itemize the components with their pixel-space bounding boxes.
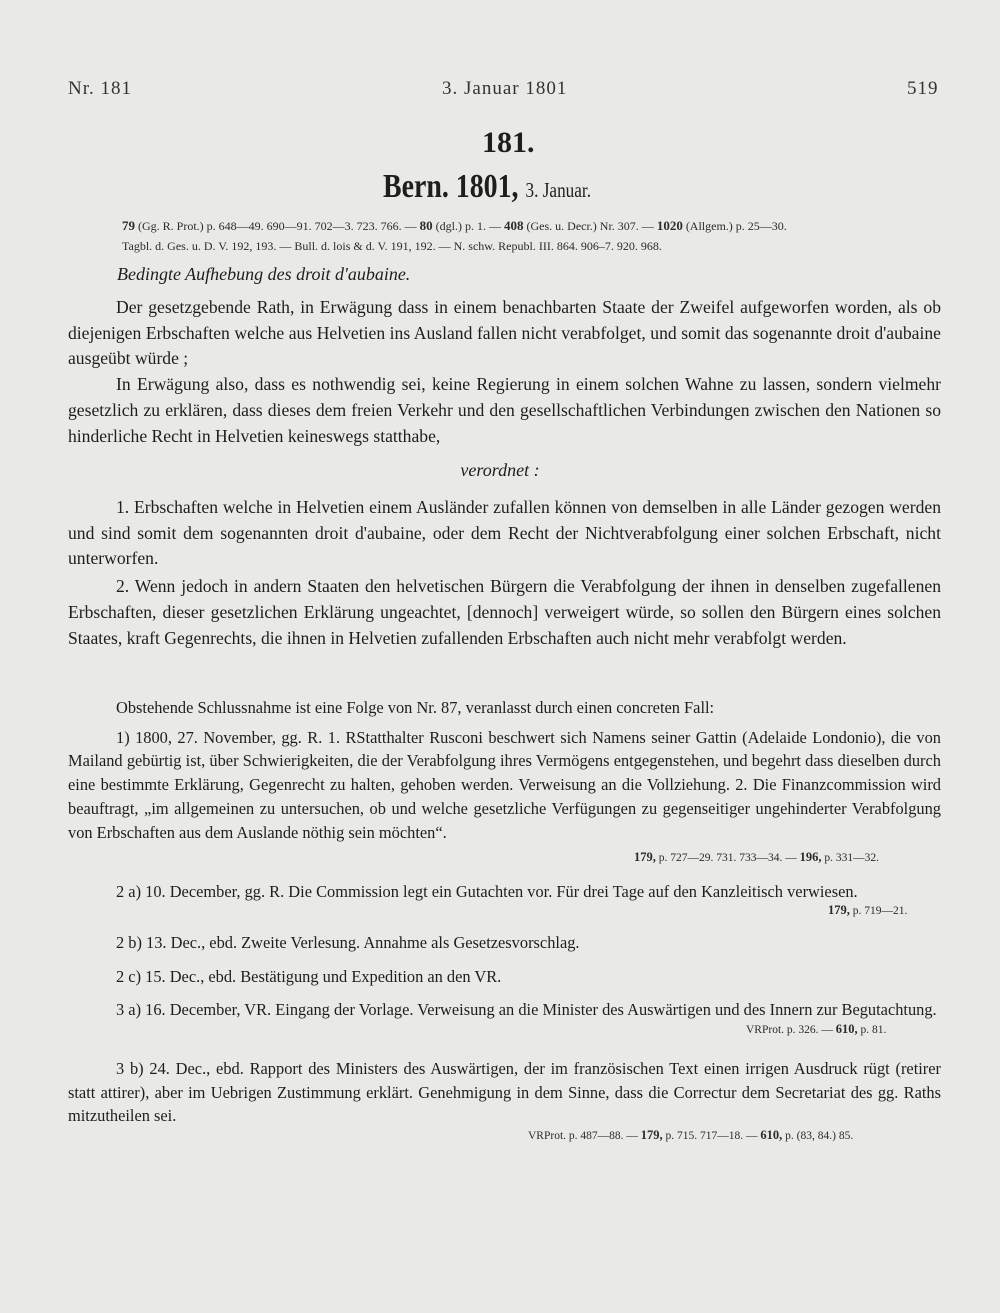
ref-text: p. 715. 717—18. — bbox=[665, 1130, 758, 1142]
ref-number: 610, bbox=[835, 1022, 858, 1036]
note-intro: Obstehende Schlussnahme ist eine Folge von Nr. 87, veranlasst durch einen concreten Fall: bbox=[116, 698, 715, 717]
source-ref-text: (Gg. R. Prot.) p. 648—49. 690—91. 702—3. 723. 766. — bbox=[138, 219, 417, 233]
source-references-line-2: Tagbl. d. Ges. u. D. V. 192, 193. — Bull. d. lois & d. V. 191, 192. — N. schw. Republ. III. 864. 906–7. 920. 968. bbox=[122, 239, 662, 253]
title-date: 3. Januar. bbox=[525, 178, 592, 202]
note-3a: 3 a) 16. December, VR. Eingang der Vorlage. Verweisung an die Minister des Auswärtigen und des Innern zur Begutachtung. bbox=[116, 1000, 937, 1019]
note-2c-block bbox=[68, 965, 941, 989]
source-ref-number: 408 bbox=[504, 218, 524, 233]
source-ref-number: 1020 bbox=[656, 218, 683, 233]
ref-text: VRProt. p. 326. — bbox=[746, 1024, 833, 1036]
preamble-paragraph: Der gesetzgebende Rath, in Erwägung dass in einem benachbarten Staate der Zweifel aufgeworfen worden, als ob diejenigen Erbschaften welche aus Helvetien ins Ausland fallen nicht verabfolget, und somit das sogenannte droit d'aubaine ausgeübt würde ; bbox=[68, 297, 941, 369]
note-3b: 3 b) 24. Dec., ebd. Rapport des Ministers des Auswärtigen, der im französischen Text einen irrigen Ausdruck rügt (retirer statt attirer), aber im Uebrigen Zustimmung erklärt. Genehmigung in dem Sinne, dass die Correctur dem Secretariat des gg. Raths mitzutheilen sei. bbox=[68, 1059, 941, 1126]
ref-text: p. 719—21. bbox=[852, 905, 908, 917]
ref-text: VRProt. p. 487—88. — bbox=[528, 1130, 638, 1142]
source-ref-text: (dgl.) p. 1. — bbox=[435, 219, 501, 233]
ref-text: p. 331—32. bbox=[824, 852, 879, 864]
note-3b-reference bbox=[528, 1128, 853, 1143]
note-2a-block bbox=[68, 880, 941, 904]
editorial-notes bbox=[68, 696, 941, 844]
note-3a-reference bbox=[746, 1022, 886, 1037]
decree-preamble bbox=[68, 295, 941, 449]
note-2a: 2 a) 10. December, gg. R. Die Commission legt ein Gutachten vor. Für drei Tage auf den Kanzleitisch verwiesen. bbox=[116, 882, 858, 901]
source-references-line-1 bbox=[122, 218, 787, 234]
ref-text: p. (83, 84.) 85. bbox=[785, 1130, 854, 1142]
source-ref-number: 79 bbox=[122, 218, 135, 233]
note-3b-block bbox=[68, 1057, 941, 1128]
ref-text: p. 727—29. 731. 733—34. — bbox=[658, 852, 797, 864]
page-number: 519 bbox=[907, 78, 939, 99]
note-1-reference bbox=[634, 850, 879, 865]
document-title bbox=[383, 168, 591, 206]
note-2b: 2 b) 13. Dec., ebd. Zweite Verlesung. Annahme als Gesetzesvorschlag. bbox=[116, 933, 580, 952]
ref-number: 179, bbox=[828, 903, 850, 917]
note-2a-reference bbox=[828, 903, 907, 918]
preamble-paragraph: In Erwägung also, dass es nothwendig sei, keine Regierung in einem solchen Wahne zu lassen, sondern vielmehr gesetzlich zu erklären, dass dieses dem freien Verkehr und den gesellschaftlichen Verbindungen zwischen den Nationen so hinderliche Recht in Helvetien keineswegs statthabe, bbox=[68, 374, 941, 446]
verordnet-heading: verordnet : bbox=[460, 460, 540, 480]
article-1: 1. Erbschaften welche in Helvetien einem Ausländer zufallen können von demselben in alle Länder gezogen werden und sind somit dem sogenannten droit d'aubaine, oder dem Recht der Nichtverabfolgung einer solchen Erbschaft, nicht unterworfen. bbox=[68, 497, 941, 569]
ref-text: p. 81. bbox=[860, 1024, 887, 1036]
note-2c: 2 c) 15. Dec., ebd. Bestätigung und Expedition an den VR. bbox=[116, 967, 502, 986]
topic-heading: Bedingte Aufhebung des droit d'aubaine. bbox=[117, 264, 411, 284]
ref-number: 610, bbox=[760, 1128, 783, 1142]
note-2b-block bbox=[68, 931, 941, 955]
source-ref-text: (Ges. u. Decr.) Nr. 307. — bbox=[526, 219, 654, 233]
note-1: 1) 1800, 27. November, gg. R. 1. RStatthalter Rusconi beschwert sich Namens seiner Gattin (Adelaide Londonio), die von Mailand gebürtig ist, über Schwierigkeiten, die der Verabfolgung ihres Vermögens entgegenstehen, und begehrt dass dieselben durch eine bestimmte Erklärung, Gegenrecht zu halten, gehoben werden. Verweisung an die Vollziehung. 2. Die Finanzcommission wird beauftragt, „im allgemeinen zu untersuchen, ob und welche gesetzliche Verfügungen zu gegenseitiger ungehinderter Verabfolgung von Erbschaften aus dem Auslande nöthig sein möchten“. bbox=[68, 727, 941, 842]
decree-articles bbox=[68, 495, 941, 651]
title-place-year: Bern. 1801, bbox=[383, 168, 519, 205]
ref-number: 196, bbox=[799, 850, 822, 864]
ref-number: 179, bbox=[634, 850, 656, 864]
running-header-left: Nr. 181 bbox=[68, 78, 132, 99]
ref-number: 179, bbox=[640, 1128, 663, 1142]
running-header-date: 3. Januar 1801 bbox=[442, 78, 568, 99]
source-ref-number: 80 bbox=[419, 218, 433, 233]
source-ref-text: (Allgem.) p. 25—30. bbox=[685, 219, 787, 233]
note-3a-block bbox=[68, 998, 941, 1022]
article-2: 2. Wenn jedoch in andern Staaten den helvetischen Bürgern die Verabfolgung der ihnen in denselben zugefallenen Erbschaften, dieser gesetzlichen Erklärung ungeachtet, [dennoch] verweigert würde, so sollen den Bürgern eines solchen Staates, kraft Gegenrechts, die ihnen in Helvetien zufallenden Erbschaften auch nicht mehr verabfolgt werden. bbox=[68, 576, 941, 648]
document-number: 181. bbox=[482, 126, 535, 159]
